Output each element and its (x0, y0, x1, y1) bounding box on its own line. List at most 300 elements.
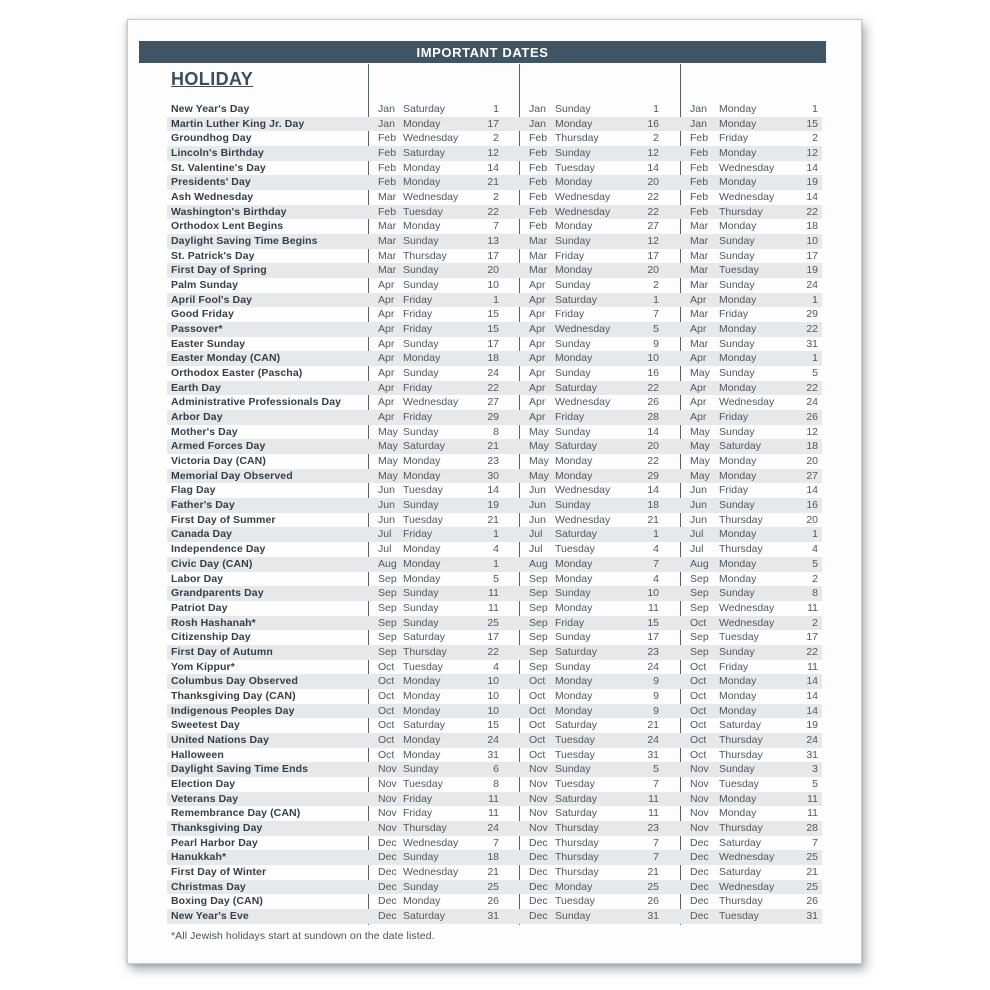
day-number: 21 (647, 719, 659, 732)
month-label: Oct (690, 689, 707, 702)
weekday-label: Thursday (555, 836, 599, 849)
month-label: Mar (378, 264, 397, 277)
weekday-label: Sunday (555, 279, 591, 292)
month-label: Dec (529, 851, 548, 864)
weekday-label: Monday (403, 455, 441, 468)
day-number: 15 (487, 323, 499, 336)
holiday-name: Hanukkah* (171, 851, 227, 864)
year-column-1-cell (369, 704, 520, 719)
month-label: May (529, 455, 549, 468)
day-number: 21 (487, 440, 499, 453)
year-column-2-cell (520, 513, 681, 528)
weekday-label: Friday (403, 308, 433, 321)
year-column-1-cell (369, 718, 520, 733)
year-column-2-cell (520, 542, 681, 557)
weekday-label: Sunday (719, 367, 755, 380)
year-column-3-cell (681, 381, 822, 396)
weekday-label: Monday (403, 161, 441, 174)
day-number: 31 (487, 748, 499, 761)
holiday-name: Flag Day (171, 484, 216, 497)
footnote: *All Jewish holidays start at sundown on the date listed. (171, 930, 435, 942)
weekday-label: Wednesday (555, 513, 611, 526)
month-label: Apr (529, 279, 546, 292)
month-label: Nov (378, 777, 397, 790)
weekday-label: Monday (719, 323, 757, 336)
weekday-label: Sunday (555, 763, 591, 776)
day-number: 30 (487, 469, 499, 482)
month-label: Oct (529, 719, 546, 732)
year-column-2-cell (520, 454, 681, 469)
weekday-label: Monday (719, 807, 757, 820)
holiday-name: United Nations Day (171, 733, 270, 746)
month-label: Sep (529, 631, 548, 644)
day-number: 2 (812, 616, 818, 629)
day-number: 7 (812, 836, 818, 849)
day-number: 10 (806, 235, 818, 248)
day-number: 17 (487, 337, 499, 350)
weekday-label: Saturday (403, 103, 446, 115)
day-number: 19 (806, 264, 818, 277)
month-label: Nov (378, 763, 397, 776)
table-row (167, 175, 822, 190)
year-column-2-cell (520, 806, 681, 821)
year-column-2-cell (520, 733, 681, 748)
month-label: Sep (378, 587, 397, 600)
table-row (167, 351, 822, 366)
day-number: 20 (806, 455, 818, 468)
table-row (167, 146, 822, 161)
day-number: 17 (806, 249, 818, 262)
holiday-name: Easter Sunday (171, 337, 246, 350)
day-number: 10 (487, 689, 499, 702)
table-row (167, 102, 822, 117)
day-number: 2 (812, 132, 818, 145)
weekday-label: Friday (403, 293, 433, 306)
weekday-label: Wednesday (555, 396, 611, 409)
table-row (167, 131, 822, 146)
month-label: Jun (529, 499, 546, 512)
weekday-label: Monday (403, 748, 441, 761)
month-label: Oct (378, 733, 395, 746)
year-column-3-cell (681, 439, 822, 454)
day-number: 22 (647, 205, 659, 218)
year-column-1-cell (369, 572, 520, 587)
weekday-label: Thursday (555, 851, 599, 864)
month-label: Mar (690, 249, 709, 262)
month-label: Dec (378, 836, 397, 849)
weekday-label: Monday (403, 220, 441, 233)
day-number: 17 (487, 117, 499, 130)
year-column-3-cell (681, 865, 822, 880)
weekday-label: Thursday (719, 821, 763, 834)
month-label: Feb (690, 132, 709, 145)
holiday-name: Armed Forces Day (171, 440, 266, 453)
weekday-label: Sunday (555, 147, 591, 160)
table-row (167, 117, 822, 132)
month-label: Oct (690, 616, 707, 629)
weekday-label: Monday (555, 455, 593, 468)
year-column-2-cell (520, 102, 681, 117)
month-label: Jul (529, 528, 543, 541)
weekday-label: Friday (403, 411, 433, 424)
weekday-label: Sunday (403, 851, 439, 864)
month-label: Dec (378, 851, 397, 864)
year-column-1-cell (369, 733, 520, 748)
holiday-name: Victoria Day (CAN) (171, 455, 266, 468)
month-label: Mar (690, 220, 709, 233)
weekday-label: Saturday (555, 381, 598, 394)
day-number: 10 (647, 587, 659, 600)
weekday-label: Monday (555, 352, 593, 365)
month-label: Dec (529, 880, 548, 893)
year-column-1-cell (369, 307, 520, 322)
table-row (167, 249, 822, 264)
year-column-1-cell (369, 748, 520, 763)
year-column-3-cell (681, 322, 822, 337)
month-label: Sep (690, 572, 709, 585)
month-label: Jul (378, 528, 392, 541)
month-label: Feb (529, 191, 548, 204)
year-column-1-cell (369, 483, 520, 498)
month-label: Apr (690, 323, 707, 336)
month-label: Feb (378, 161, 397, 174)
month-label: Feb (690, 147, 709, 160)
day-number: 24 (806, 279, 818, 292)
month-label: Nov (529, 763, 548, 776)
day-number: 10 (647, 352, 659, 365)
weekday-label: Monday (719, 220, 757, 233)
weekday-label: Sunday (403, 279, 439, 292)
day-number: 1 (493, 528, 499, 541)
year-column-2-cell (520, 410, 681, 425)
month-label: Sep (378, 572, 397, 585)
day-number: 24 (647, 733, 659, 746)
day-number: 4 (493, 543, 499, 556)
month-label: Feb (529, 161, 548, 174)
month-label: Apr (378, 352, 395, 365)
year-column-2-cell (520, 219, 681, 234)
year-column-1-cell (369, 777, 520, 792)
day-number: 22 (806, 381, 818, 394)
day-number: 1 (493, 103, 499, 115)
day-number: 21 (647, 513, 659, 526)
year-column-3-cell (681, 190, 822, 205)
day-number: 22 (806, 645, 818, 658)
year-column-3-cell (681, 366, 822, 381)
year-column-1-cell (369, 836, 520, 851)
weekday-label: Sunday (719, 279, 755, 292)
day-number: 27 (647, 220, 659, 233)
weekday-label: Saturday (403, 631, 446, 644)
month-label: Mar (378, 191, 397, 204)
month-label: Nov (378, 792, 397, 805)
month-label: Feb (378, 205, 397, 218)
month-label: Sep (690, 631, 709, 644)
year-column-2-cell (520, 777, 681, 792)
day-number: 4 (653, 572, 659, 585)
weekday-label: Thursday (719, 205, 763, 218)
holiday-name: Sweetest Day (171, 719, 240, 732)
year-column-2-cell (520, 527, 681, 542)
table-row (167, 381, 822, 396)
weekday-label: Monday (719, 557, 757, 570)
month-label: Feb (529, 205, 548, 218)
holiday-name: Father's Day (171, 499, 235, 512)
month-label: Dec (378, 909, 397, 922)
weekday-label: Friday (719, 132, 749, 145)
holiday-name: Pearl Harbor Day (171, 836, 258, 849)
weekday-label: Monday (403, 733, 441, 746)
year-column-3-cell (681, 205, 822, 220)
year-column-1-cell (369, 234, 520, 249)
holiday-name: First Day of Autumn (171, 645, 273, 658)
month-label: May (690, 367, 710, 380)
year-column-2-cell (520, 660, 681, 675)
year-column-3-cell (681, 689, 822, 704)
weekday-label: Monday (555, 469, 593, 482)
year-column-3-cell (681, 454, 822, 469)
year-column-3-cell (681, 293, 822, 308)
month-label: Feb (529, 147, 548, 160)
year-column-2-cell (520, 366, 681, 381)
holiday-name: Martin Luther King Jr. Day (171, 117, 305, 130)
holiday-name: Christmas Day (171, 880, 246, 893)
table-row (167, 850, 822, 865)
month-label: Oct (378, 675, 395, 688)
month-label: Dec (378, 865, 397, 878)
day-number: 17 (487, 631, 499, 644)
weekday-label: Sunday (555, 337, 591, 350)
month-label: Apr (529, 323, 546, 336)
day-number: 1 (493, 557, 499, 570)
holiday-name: Grandparents Day (171, 587, 264, 600)
holiday-name: April Fool's Day (171, 293, 253, 306)
day-number: 20 (647, 440, 659, 453)
year-column-2-cell (520, 748, 681, 763)
month-label: Apr (529, 308, 546, 321)
day-number: 14 (806, 704, 818, 717)
day-number: 13 (487, 235, 499, 248)
year-column-3-cell (681, 777, 822, 792)
weekday-label: Friday (403, 792, 433, 805)
weekday-label: Sunday (719, 337, 755, 350)
holiday-name: Earth Day (171, 381, 221, 394)
day-number: 7 (653, 836, 659, 849)
day-number: 17 (806, 631, 818, 644)
year-column-2-cell (520, 190, 681, 205)
month-label: Apr (690, 396, 707, 409)
day-number: 16 (647, 117, 659, 130)
table-row (167, 527, 822, 542)
day-number: 11 (648, 792, 659, 805)
year-column-1-cell (369, 293, 520, 308)
day-number: 11 (648, 807, 659, 820)
year-column-2-cell (520, 483, 681, 498)
table-row (167, 821, 822, 836)
weekday-label: Monday (555, 675, 593, 688)
month-label: Apr (529, 396, 546, 409)
month-label: Apr (529, 411, 546, 424)
year-column-1-cell (369, 689, 520, 704)
weekday-label: Saturday (403, 147, 446, 160)
month-label: Apr (378, 308, 395, 321)
day-number: 12 (647, 147, 659, 160)
table-row (167, 630, 822, 645)
day-number: 18 (647, 499, 659, 512)
holiday-name: Indigenous Peoples Day (171, 704, 295, 717)
day-number: 25 (487, 616, 499, 629)
day-number: 17 (487, 249, 499, 262)
table-row (167, 454, 822, 469)
year-column-3-cell (681, 880, 822, 895)
weekday-label: Monday (403, 557, 441, 570)
table-row (167, 322, 822, 337)
year-column-2-cell (520, 263, 681, 278)
year-column-3-cell (681, 704, 822, 719)
day-number: 10 (487, 279, 499, 292)
month-label: Oct (529, 733, 546, 746)
day-number: 2 (812, 572, 818, 585)
weekday-label: Thursday (719, 733, 763, 746)
month-label: Apr (529, 367, 546, 380)
day-number: 15 (647, 616, 659, 629)
weekday-label: Sunday (719, 587, 755, 600)
table-row (167, 674, 822, 689)
weekday-label: Monday (555, 117, 593, 130)
year-column-2-cell (520, 865, 681, 880)
table-row (167, 542, 822, 557)
weekday-label: Thursday (403, 645, 447, 658)
day-number: 14 (806, 484, 818, 497)
weekday-label: Friday (719, 660, 749, 673)
day-number: 25 (806, 851, 818, 864)
year-column-1-cell (369, 117, 520, 132)
weekday-label: Monday (719, 675, 757, 688)
weekday-label: Monday (555, 220, 593, 233)
month-label: Nov (690, 807, 709, 820)
weekday-label: Sunday (719, 249, 755, 262)
year-column-1-cell (369, 498, 520, 513)
day-number: 18 (806, 220, 818, 233)
year-column-1-cell (369, 821, 520, 836)
weekday-label: Wednesday (555, 484, 611, 497)
year-column-2-cell (520, 616, 681, 631)
day-number: 22 (647, 191, 659, 204)
month-label: Sep (378, 601, 397, 614)
weekday-label: Friday (719, 411, 749, 424)
weekday-label: Monday (403, 176, 441, 189)
day-number: 11 (807, 792, 818, 805)
holiday-name: Easter Monday (CAN) (171, 352, 281, 365)
table-row (167, 161, 822, 176)
year-column-3-cell (681, 337, 822, 352)
year-column-1-cell (369, 909, 520, 924)
month-label: Apr (378, 411, 395, 424)
year-column-3-cell (681, 307, 822, 322)
month-label: Mar (690, 308, 709, 321)
year-column-1-cell (369, 792, 520, 807)
year-column-2-cell (520, 498, 681, 513)
weekday-label: Tuesday (719, 264, 759, 277)
weekday-label: Sunday (403, 425, 439, 438)
year-column-2-cell (520, 175, 681, 190)
month-label: Apr (529, 293, 546, 306)
holiday-name: Daylight Saving Time Begins (171, 235, 318, 248)
holiday-name: Presidents' Day (171, 176, 251, 189)
table-row (167, 865, 822, 880)
day-number: 19 (487, 499, 499, 512)
month-label: Nov (690, 777, 709, 790)
holiday-table-rows (167, 102, 822, 924)
month-label: May (378, 440, 398, 453)
weekday-label: Tuesday (719, 631, 759, 644)
holiday-name: Orthodox Lent Begins (171, 220, 284, 233)
table-row (167, 777, 822, 792)
weekday-label: Tuesday (555, 748, 595, 761)
day-number: 26 (806, 411, 818, 424)
month-label: May (690, 469, 710, 482)
month-label: Apr (378, 293, 395, 306)
year-column-1-cell (369, 322, 520, 337)
year-column-3-cell (681, 894, 822, 909)
day-number: 18 (487, 851, 499, 864)
month-label: Dec (378, 880, 397, 893)
year-column-1-cell (369, 278, 520, 293)
year-column-3-cell (681, 175, 822, 190)
month-label: Mar (529, 235, 548, 248)
year-column-2-cell (520, 439, 681, 454)
day-number: 31 (647, 909, 659, 922)
weekday-label: Monday (719, 147, 757, 160)
day-number: 18 (487, 352, 499, 365)
day-number: 22 (487, 645, 499, 658)
holiday-name: Memorial Day Observed (171, 469, 293, 482)
month-label: Mar (529, 264, 548, 277)
weekday-label: Wednesday (719, 616, 775, 629)
year-column-1-cell (369, 263, 520, 278)
day-number: 5 (653, 763, 659, 776)
day-number: 15 (487, 308, 499, 321)
table-row (167, 425, 822, 440)
day-number: 27 (487, 396, 499, 409)
day-number: 11 (488, 807, 499, 820)
day-number: 12 (647, 235, 659, 248)
weekday-label: Sunday (555, 660, 591, 673)
month-label: Feb (529, 220, 548, 233)
month-label: Feb (690, 205, 709, 218)
month-label: Dec (690, 836, 709, 849)
year-column-2-cell (520, 425, 681, 440)
month-label: Apr (690, 411, 707, 424)
weekday-label: Saturday (403, 719, 446, 732)
weekday-label: Tuesday (403, 513, 443, 526)
holiday-name: Administrative Professionals Day (171, 396, 342, 409)
weekday-label: Wednesday (403, 191, 459, 204)
holiday-name: Patriot Day (171, 601, 228, 614)
month-label: Apr (378, 396, 395, 409)
weekday-label: Monday (403, 543, 441, 556)
weekday-label: Tuesday (403, 660, 443, 673)
day-number: 2 (653, 279, 659, 292)
month-label: Aug (378, 557, 397, 570)
day-number: 29 (487, 411, 499, 424)
weekday-label: Saturday (719, 440, 762, 453)
year-column-2-cell (520, 557, 681, 572)
day-number: 9 (653, 675, 659, 688)
weekday-label: Tuesday (403, 777, 443, 790)
table-row (167, 219, 822, 234)
year-column-3-cell (681, 850, 822, 865)
